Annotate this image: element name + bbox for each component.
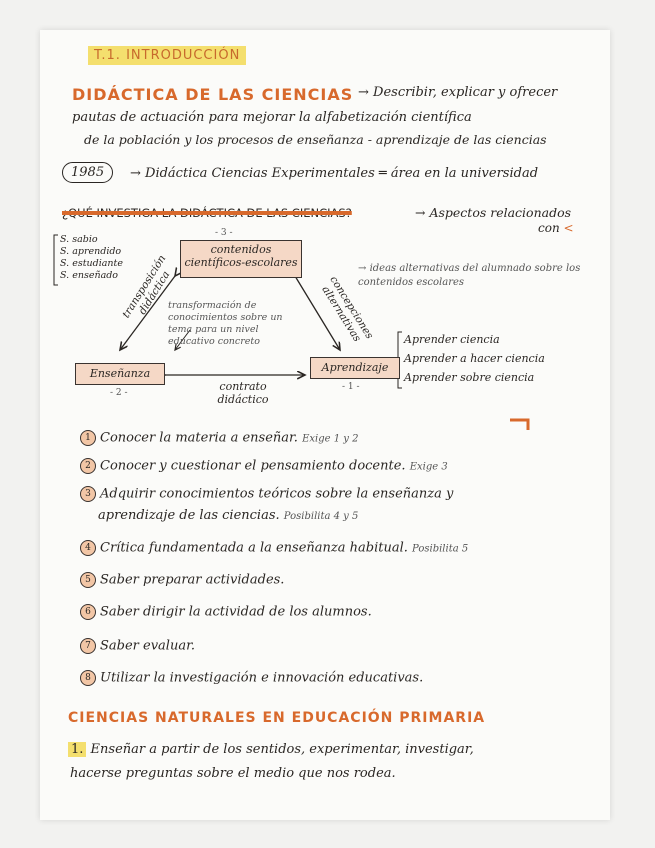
list-number: 7 xyxy=(80,638,96,654)
list-note: Exige 3 xyxy=(409,461,448,473)
list-number: 2 xyxy=(80,458,96,474)
list-text: Utilizar la investigación e innovación educativas. xyxy=(100,670,424,686)
list-item-1 xyxy=(80,430,358,446)
list-number: 3 xyxy=(80,486,96,502)
list-item-5 xyxy=(80,572,284,588)
section1-line2: pautas de actuación para mejorar la alfabetización científica xyxy=(72,110,472,125)
box-contenidos: contenidos científicos-escolares xyxy=(180,240,302,278)
section2-line1-text: Enseñar a partir de los sentidos, experimentar, investigar, xyxy=(90,742,474,757)
sabio-item: S. aprendido xyxy=(60,246,122,257)
list-text: Saber preparar actividades. xyxy=(100,572,285,588)
sabio-item: S. sabio xyxy=(60,234,98,245)
box-right-num: - 1 - xyxy=(342,382,360,392)
list-number: 5 xyxy=(80,572,96,588)
list-item-2 xyxy=(80,458,448,474)
question-answer2-text: con xyxy=(538,221,560,235)
section2-bullet: 1. xyxy=(68,742,86,757)
list-number: 1 xyxy=(80,430,96,446)
center-note: transformación de conocimientos sobre un tema para un nivel educativo concreto xyxy=(168,300,283,347)
section2-line1 xyxy=(68,742,474,757)
section1-line3: de la población y los procesos de enseñanza - aprendizaje de las ciencias xyxy=(84,132,547,147)
list-text: Adquirir conocimientos teóricos sobre la enseñanza y xyxy=(100,486,454,502)
label-contrato: contrato didáctico xyxy=(217,380,269,406)
sabio-item: S. estudiante xyxy=(60,258,123,269)
box-aprendizaje: Aprendizaje xyxy=(310,357,400,379)
year-equals: área en la universidad xyxy=(390,166,539,181)
notebook-page xyxy=(40,30,610,820)
ideas-note-text: ideas alternativas del alumnado sobre los contenidos escolares xyxy=(358,263,581,288)
title-text: T.1. INTRODUCCIÓN xyxy=(88,46,246,65)
year-badge: 1985 xyxy=(62,162,113,183)
list-number: 8 xyxy=(80,670,96,686)
aprender-item: Aprender ciencia xyxy=(404,333,500,346)
box-top-num: - 3 - xyxy=(215,228,233,238)
list-note: Posibilita 4 y 5 xyxy=(283,511,359,522)
list-item-3-cont xyxy=(98,508,358,523)
section2-line2: hacerse preguntas sobre el medio que nos rodea. xyxy=(70,766,396,781)
list-note: Posibilita 5 xyxy=(412,543,469,555)
list-text: aprendizaje de las ciencias. xyxy=(98,508,280,523)
ideas-note: → ideas alternativas del alumnado sobre los contenidos escolares xyxy=(358,263,581,288)
list-item-4 xyxy=(80,540,468,556)
list-number: 6 xyxy=(80,604,96,620)
sabio-item: S. enseñado xyxy=(60,270,119,281)
label-transposicion: transposición didáctica xyxy=(120,252,173,321)
list-number: 4 xyxy=(80,540,96,556)
box-ensenanza: Enseñanza xyxy=(75,363,165,385)
section1-heading: DIDÁCTICA DE LAS CIENCIAS xyxy=(72,85,354,104)
question-answer: → Aspectos relacionados xyxy=(415,205,572,220)
year-text: → Didáctica Ciencias Experimentales ═ área en la universidad xyxy=(130,166,539,181)
question-heading: ¿QUÉ INVESTIGA LA DIDÁCTICA DE LAS CIENCIAS? xyxy=(62,206,352,220)
list-text: Saber evaluar. xyxy=(100,638,196,654)
sabios-list xyxy=(60,234,123,282)
list-item-3 xyxy=(80,486,453,502)
list-item-7 xyxy=(80,638,195,654)
year-desc: Didáctica Ciencias Experimentales xyxy=(145,166,375,181)
list-bracket-top-right xyxy=(510,420,528,430)
section1-arrow-text: → Describir, explicar y ofrecer xyxy=(358,85,558,100)
list-text: Crítica fundamentada a la enseñanza habitual. xyxy=(100,540,408,556)
label-concepciones: concepciones alternativas xyxy=(319,273,376,344)
list-note: Exige 1 y 2 xyxy=(302,433,359,445)
aprender-item: Aprender sobre ciencia xyxy=(404,371,535,384)
question-answer2: con < xyxy=(538,221,574,235)
question-answer-text: Aspectos relacionados xyxy=(429,205,572,220)
list-item-8 xyxy=(80,670,423,686)
section1-arrow-label: Describir, explicar y ofrecer xyxy=(373,85,558,100)
list-item-6 xyxy=(80,604,372,620)
list-text: Conocer y cuestionar el pensamiento docente. xyxy=(100,458,406,474)
box-left-num: - 2 - xyxy=(110,388,128,398)
sabios-bracket xyxy=(54,235,58,285)
list-text: Conocer la materia a enseñar. xyxy=(100,430,298,446)
aprender-list xyxy=(404,330,545,387)
section2-heading: CIENCIAS NATURALES EN EDUCACIÓN PRIMARIA xyxy=(68,710,486,726)
aprender-item: Aprender a hacer ciencia xyxy=(404,352,545,365)
list-text: Saber dirigir la actividad de los alumnos. xyxy=(100,604,372,620)
